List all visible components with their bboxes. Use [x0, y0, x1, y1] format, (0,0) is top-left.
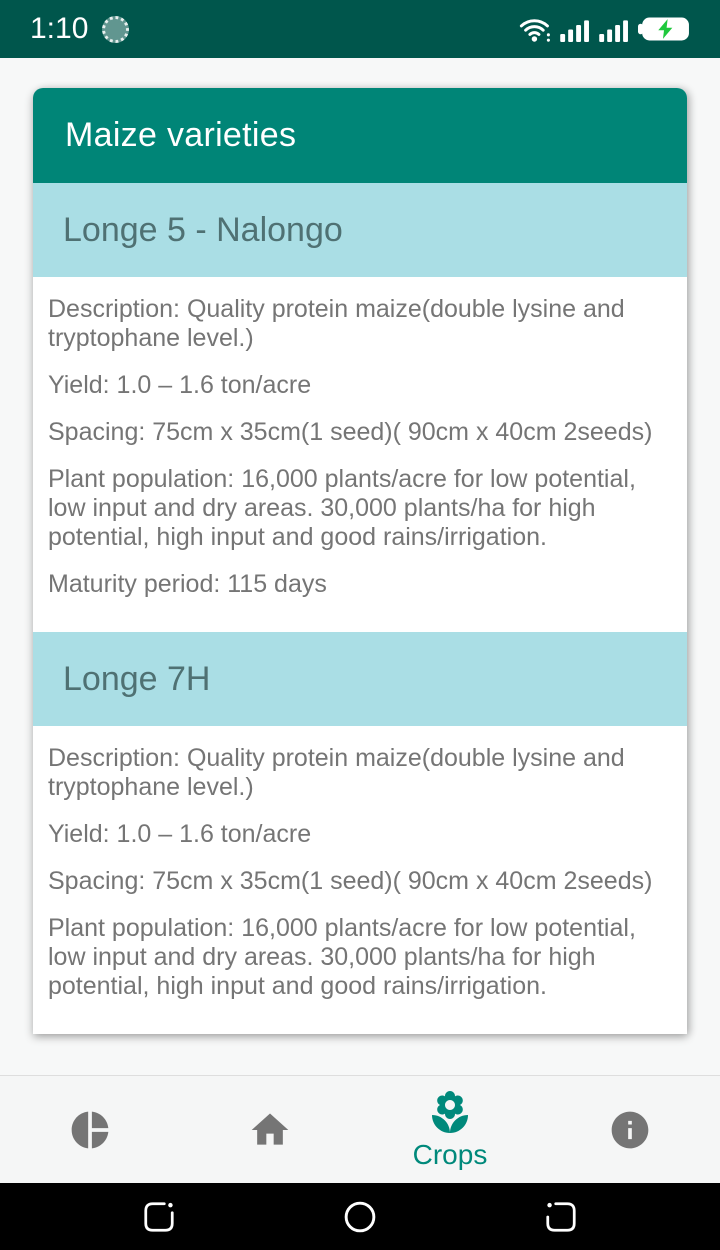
nav-label-crops: Crops: [412, 1138, 488, 1170]
back-icon[interactable]: [543, 1199, 579, 1235]
clock: 1:10: [30, 12, 89, 45]
variety-spacing: Spacing: 75cm x 35cm(1 seed)( 90cm x 40cm 2seeds): [48, 418, 653, 446]
card-header: [33, 88, 687, 183]
page-title: Maize varieties: [65, 116, 297, 154]
variety-header-longe7h: [33, 632, 687, 726]
variety-name: Longe 7H: [63, 659, 211, 698]
bottom-navigation: [0, 1075, 720, 1183]
variety-yield: Yield: 1.0 – 1.6 ton/acre: [48, 371, 312, 399]
variety-description: Description: Quality protein maize(double lysine and tryptophane level.): [48, 295, 625, 352]
variety-yield: Yield: 1.0 – 1.6 ton/acre: [48, 820, 312, 848]
flower-icon: [426, 1089, 474, 1137]
pie-chart-icon: [68, 1108, 112, 1152]
variety-description: Description: Quality protein maize(double lysine and tryptophane level.): [48, 744, 625, 801]
variety-maturity-period: Maturity period: 115 days: [48, 570, 327, 598]
maize-varieties-card: [33, 88, 687, 1034]
home-circle-icon[interactable]: [341, 1198, 379, 1236]
variety-spacing: Spacing: 75cm x 35cm(1 seed)( 90cm x 40cm 2seeds): [48, 867, 653, 895]
content-scroll-area[interactable]: [0, 58, 720, 1075]
signal-bars-icon: [560, 17, 590, 42]
variety-details-longe7h: [33, 726, 687, 1034]
spinner-icon: [102, 16, 129, 43]
nav-item-statistics[interactable]: [0, 1076, 180, 1183]
nav-item-home[interactable]: [180, 1076, 360, 1183]
status-bar: [0, 0, 720, 58]
battery-charging-icon: [638, 16, 690, 42]
info-icon: [608, 1108, 652, 1152]
variety-details-longe5: [33, 277, 687, 632]
variety-name: Longe 5 - Nalongo: [63, 210, 343, 249]
nav-item-crops[interactable]: [360, 1076, 540, 1183]
wifi-icon: [519, 16, 551, 43]
signal-bars-icon: [599, 17, 629, 42]
nav-item-info[interactable]: [540, 1076, 720, 1183]
variety-plant-population: Plant population: 16,000 plants/acre for low potential, low input and dry areas. 30,000 plants/ha for high potential, high input and good rains/irrigation.: [48, 465, 636, 551]
variety-header-longe5: [33, 183, 687, 277]
variety-plant-population: Plant population: 16,000 plants/acre for low potential, low input and dry areas. 30,000 plants/ha for high potential, high input and good rains/irrigation.: [48, 914, 636, 1000]
recents-icon[interactable]: [141, 1199, 177, 1235]
android-navigation-bar: [0, 1183, 720, 1250]
home-icon: [248, 1108, 292, 1152]
